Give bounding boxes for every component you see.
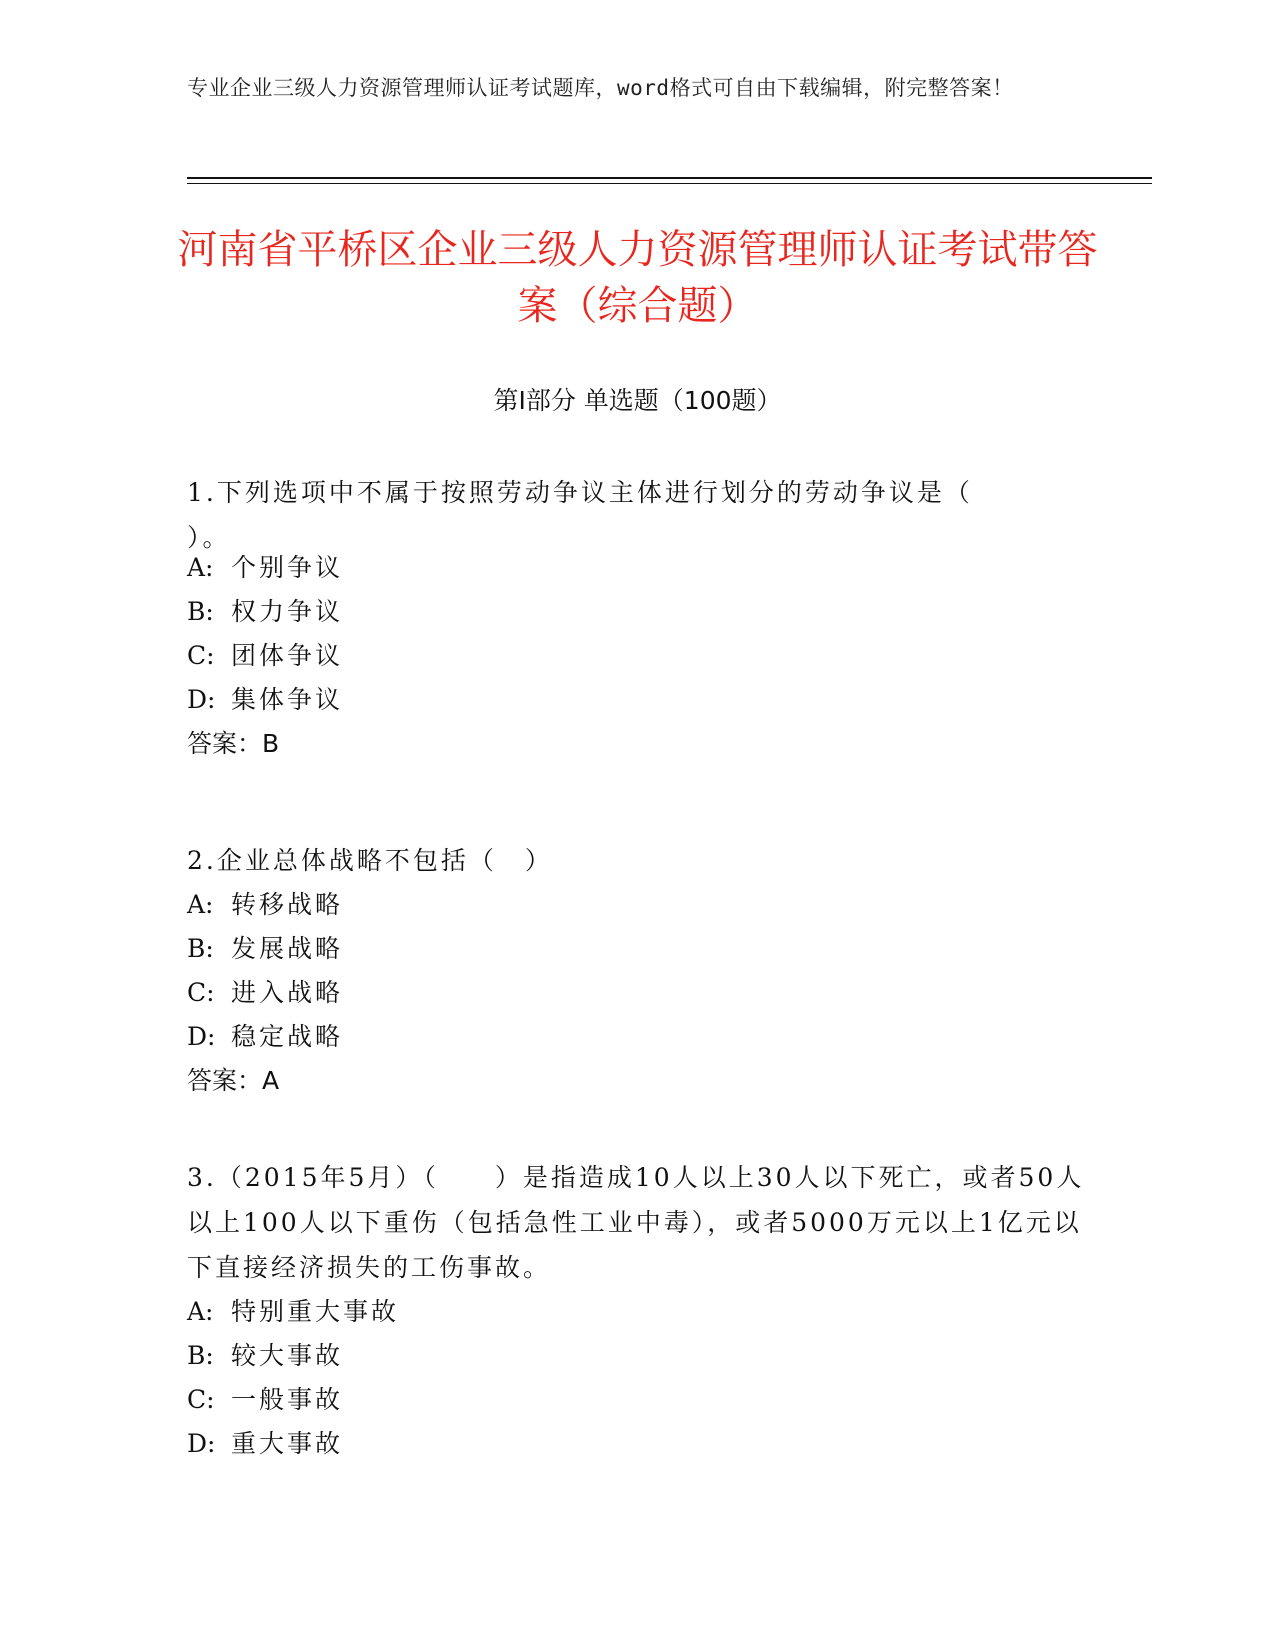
option-letter: A:: [187, 553, 214, 582]
option-text: 较大事故: [231, 1341, 344, 1370]
option-text: 一般事故: [231, 1385, 344, 1414]
question-3-option-d: [187, 1421, 343, 1466]
option-letter: A:: [187, 890, 214, 919]
option-letter: B:: [187, 934, 214, 963]
header-divider-thin: [187, 183, 1152, 184]
header-divider-thick: [187, 177, 1152, 179]
option-text: 重大事故: [231, 1429, 344, 1458]
question-2-option-c: [187, 970, 343, 1015]
question-3-stem: 3.（2015年5月）（ ）是指造成10人以上30人以下死亡，或者50人以上100人以下重伤（包括急性工业中毒），或者5000万元以上1亿元以下直接经济损失的工伤事故。: [187, 1163, 1085, 1282]
option-letter: C:: [187, 641, 215, 670]
question-1-option-d: [187, 677, 343, 722]
option-text: 转移战略: [231, 890, 344, 919]
option-text: 特别重大事故: [231, 1297, 400, 1326]
option-letter: A:: [187, 1297, 214, 1326]
question-2-stem: 2.企业总体战略不包括（ ）: [187, 846, 553, 875]
option-text: 稳定战略: [231, 1022, 344, 1051]
option-text: 团体争议: [231, 641, 344, 670]
question-3-option-b: [187, 1333, 343, 1378]
question-1-answer: 答案：B: [187, 729, 280, 758]
option-letter: D:: [187, 685, 216, 714]
question-3-option-c: [187, 1377, 343, 1422]
question-1-option-a: [187, 545, 343, 590]
header-note: 专业企业三级人力资源管理师认证考试题库，word格式可自由下载编辑，附完整答案！: [187, 76, 1014, 100]
option-text: 权力争议: [231, 597, 344, 626]
question-1-option-c: [187, 633, 343, 678]
option-letter: C:: [187, 1385, 215, 1414]
question-2-option-b: [187, 926, 343, 971]
question-1-stem: 1.下列选项中不属于按照劳动争议主体进行划分的劳动争议是（ ）。: [187, 478, 973, 552]
option-text: 集体争议: [231, 685, 344, 714]
section-title: 第I部分 单选题（100题）: [493, 386, 782, 415]
question-2-option-a: [187, 882, 343, 927]
option-letter: B:: [187, 597, 214, 626]
question-3-option-a: [187, 1289, 399, 1334]
option-letter: C:: [187, 978, 215, 1007]
document-title: 河南省平桥区企业三级人力资源管理师认证考试带答案（综合题）: [177, 227, 1098, 329]
question-2-option-d: [187, 1014, 343, 1059]
option-text: 个别争议: [231, 553, 344, 582]
question-2-answer: 答案：A: [187, 1066, 280, 1095]
option-text: 进入战略: [231, 978, 344, 1007]
option-letter: B:: [187, 1341, 214, 1370]
option-text: 发展战略: [231, 934, 344, 963]
option-letter: D:: [187, 1429, 216, 1458]
option-letter: D:: [187, 1022, 216, 1051]
question-1-option-b: [187, 589, 343, 634]
